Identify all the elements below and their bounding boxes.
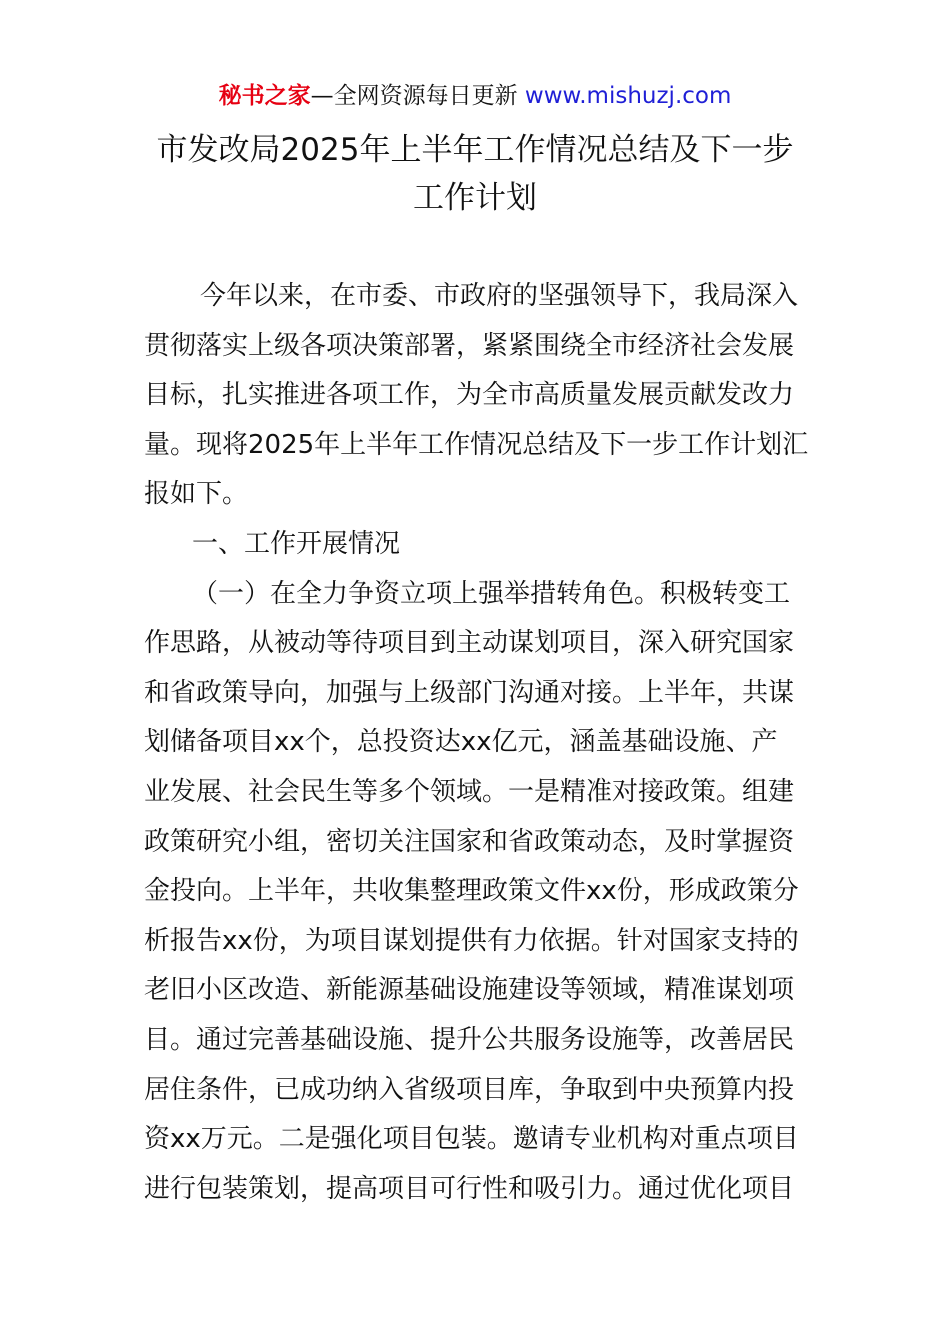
paragraph-line: 贯彻落实上级各项决策部署，紧紧围绕全市经济社会发展 (144, 330, 795, 361)
section-heading: 一、工作开展情况 (192, 528, 401, 559)
header-tagline: —全网资源每日更新 (310, 83, 518, 109)
paragraph-line: 划储备项目xx个，总投资达xx亿元，涵盖基础设施、产 (144, 727, 778, 758)
paragraph-line: 目。通过完善基础设施、提升公共服务设施等，改善居民 (144, 1024, 795, 1055)
paragraph-line: 和省政策导向，加强与上级部门沟通对接。上半年，共谋 (144, 677, 795, 708)
paragraph-line: 析报告xx份，为项目谋划提供有力依据。针对国家支持的 (144, 925, 799, 956)
paragraph-line: （一）在全力争资立项上强举措转角色。积极转变工 (192, 578, 791, 609)
site-url[interactable]: www.mishuzj.com (517, 83, 732, 109)
paragraph-line: 目标，扎实推进各项工作，为全市高质量发展贡献发改力 (144, 380, 795, 411)
brand-name: 秘书之家 (218, 83, 311, 109)
paragraph-line: 量。现将2025年上半年工作情况总结及下一步工作计划汇 (144, 429, 808, 460)
paragraph-line: 报如下。 (144, 479, 249, 510)
paragraph-line: 政策研究小组，密切关注国家和省政策动态，及时掌握资 (144, 826, 795, 857)
paragraph-line: 作思路，从被动等待项目到主动谋划项目，深入研究国家 (144, 628, 795, 659)
paragraph-line: 今年以来，在市委、市政府的坚强领导下，我局深入 (200, 281, 799, 311)
site-header (0, 80, 950, 112)
paragraph-line: 金投向。上半年，共收集整理政策文件xx份，形成政策分 (144, 876, 799, 907)
title-line-1: 市发改局2025年上半年工作情况总结及下一步 (156, 132, 794, 168)
paragraph-line: 老旧小区改造、新能源基础设施建设等领域，精准谋划项 (144, 975, 795, 1006)
paragraph-line: 业发展、社会民生等多个领域。一是精准对接政策。组建 (144, 776, 795, 807)
paragraph-line: 居住条件，已成功纳入省级项目库，争取到中央预算内投 (144, 1074, 795, 1105)
paragraph-line: 进行包装策划，提高项目可行性和吸引力。通过优化项目 (144, 1173, 795, 1204)
paragraph-line: 资xx万元。二是强化项目包装。邀请专业机构对重点项目 (144, 1124, 799, 1155)
document-body (144, 272, 808, 1214)
title-line-2: 工作计划 (413, 180, 537, 216)
document-title (140, 126, 810, 222)
